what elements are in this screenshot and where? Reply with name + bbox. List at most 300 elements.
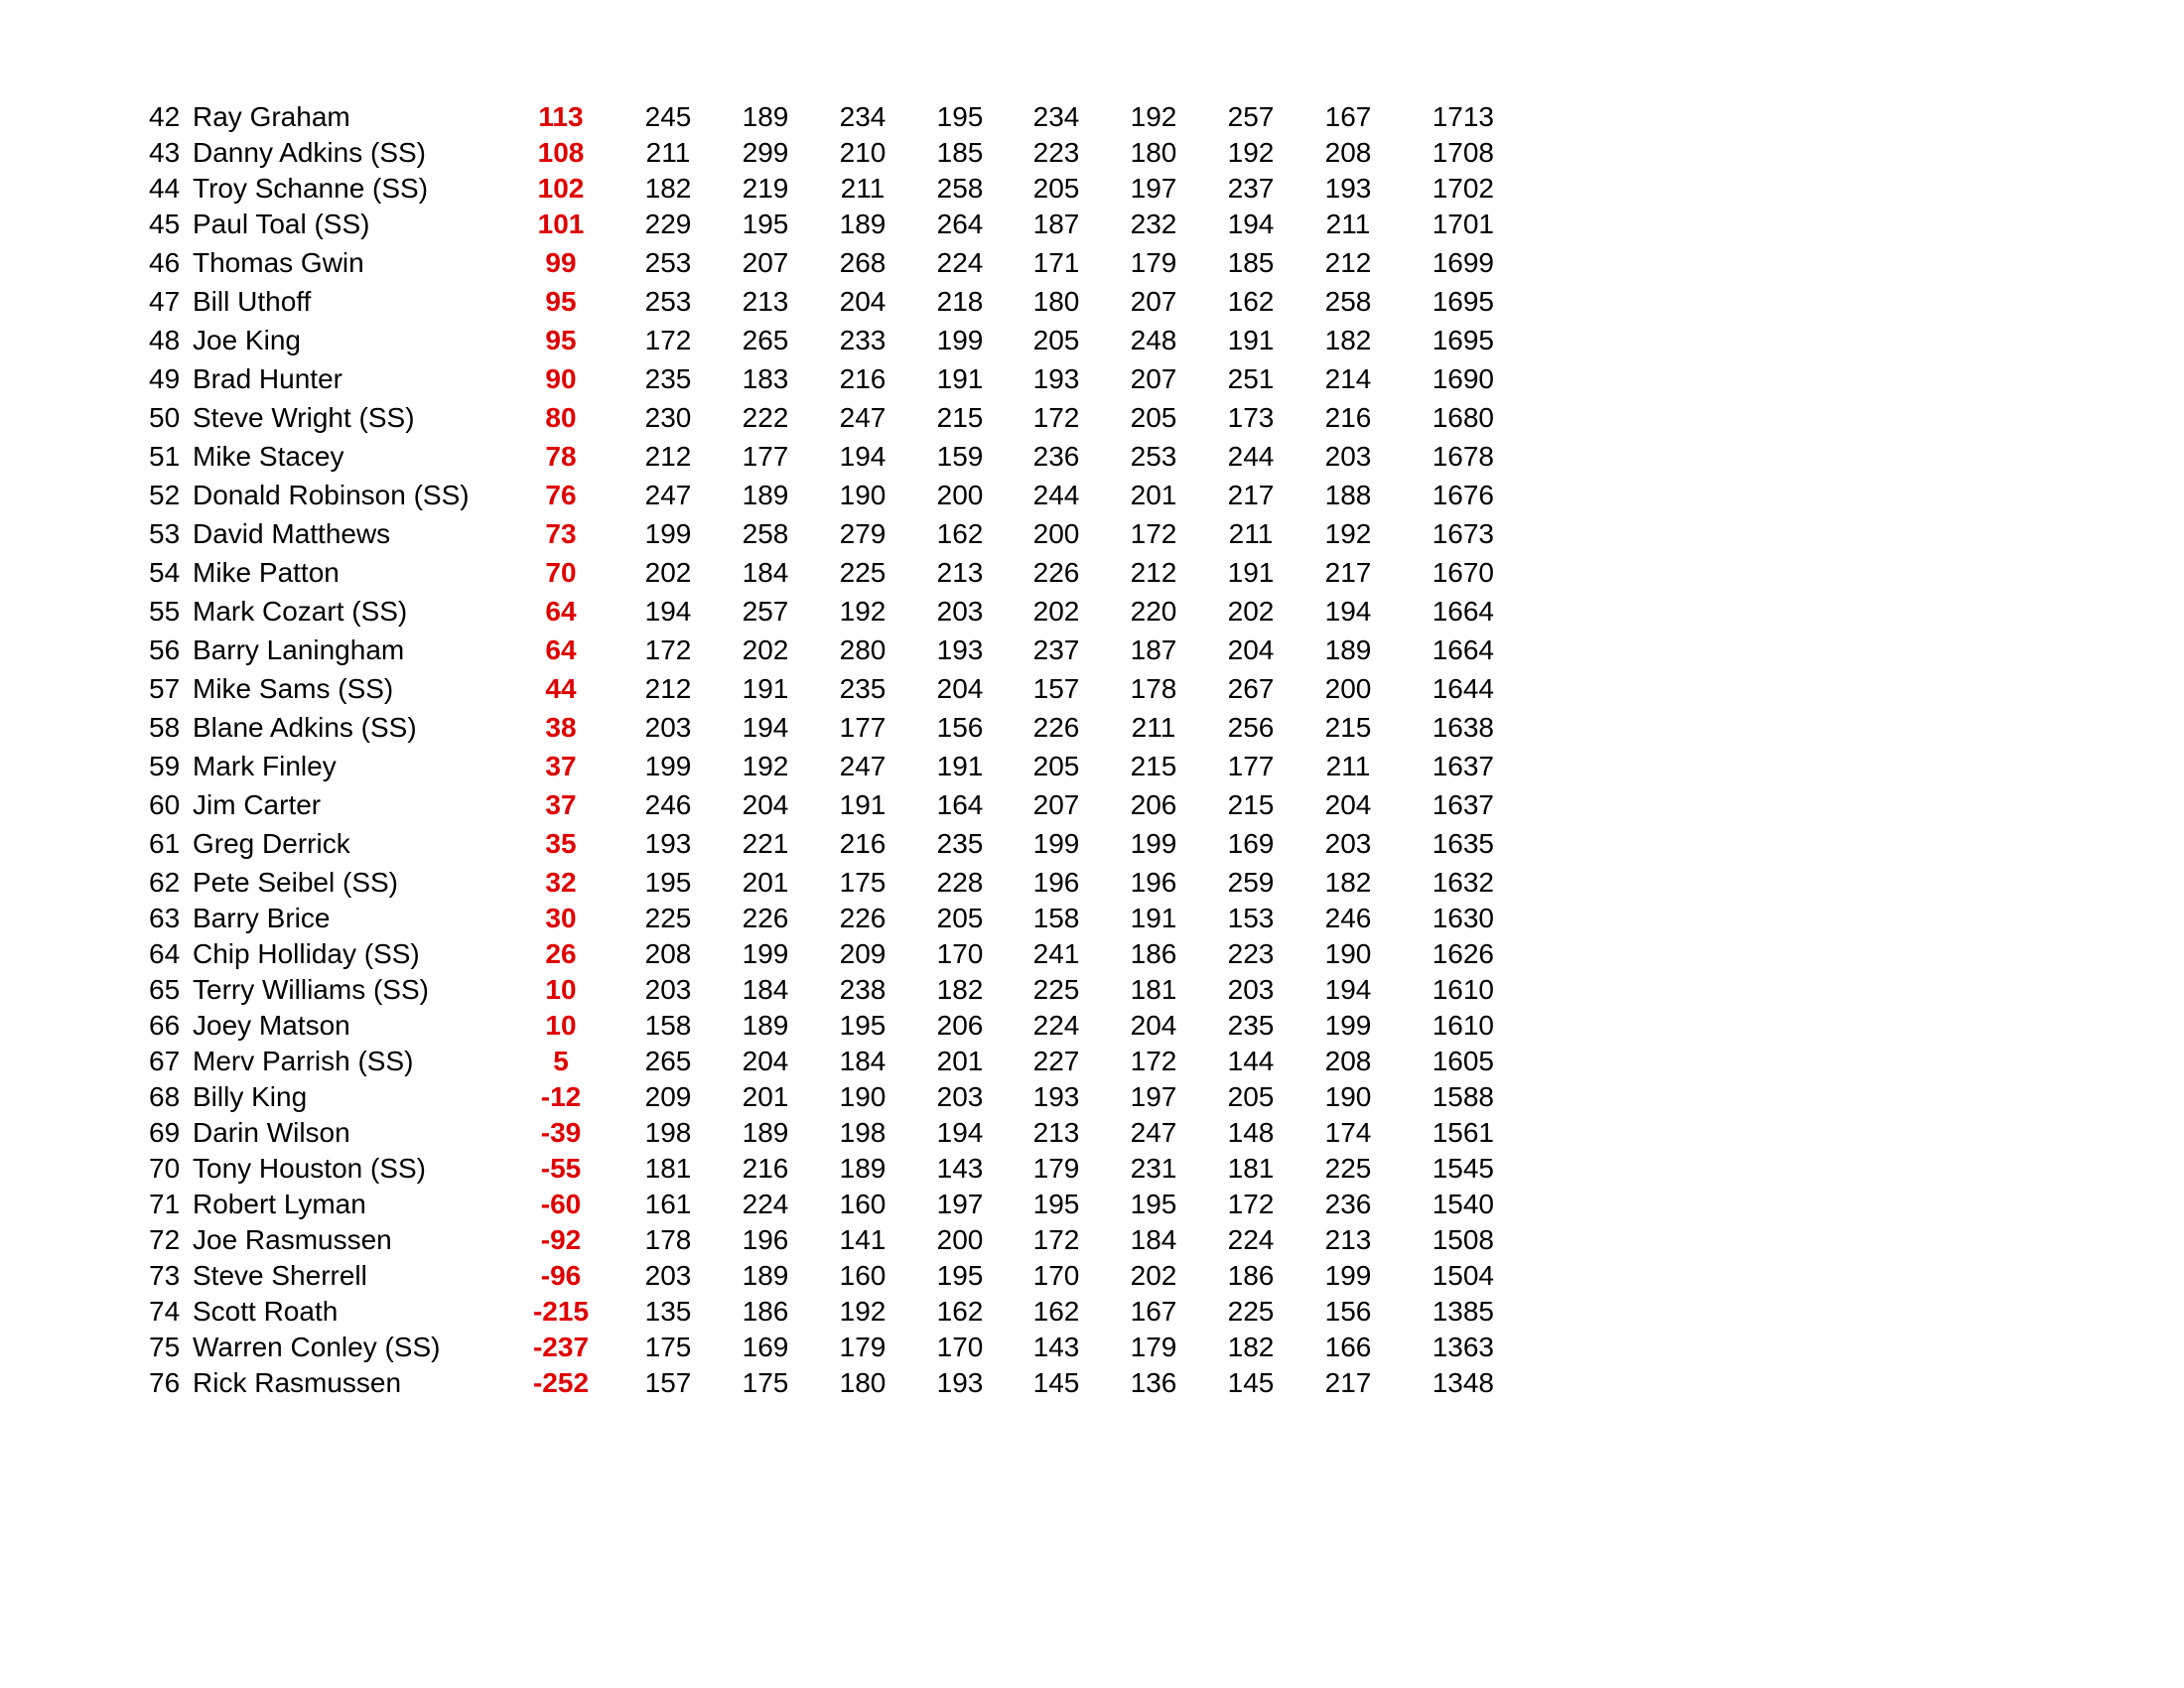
table-row <box>149 710 1499 746</box>
bowler-name-cell: Troy Schanne (SS) <box>193 173 429 204</box>
game-score-cell: 173 <box>1227 402 1275 433</box>
total-pins-cell: 1644 <box>1432 673 1494 704</box>
game-score-cell: 171 <box>1032 247 1080 278</box>
bowler-name-cell: Danny Adkins (SS) <box>193 137 426 168</box>
game-score-cell: 188 <box>1324 480 1372 510</box>
game-score-cell: 247 <box>839 751 887 781</box>
table-row <box>149 555 1499 591</box>
rank-cell: 49 <box>149 363 181 394</box>
bowler-name-cell: Rick Rasmussen <box>193 1367 402 1398</box>
game-score-cell: 215 <box>1227 789 1275 820</box>
game-score-cell: 141 <box>839 1224 887 1255</box>
rank-cell: 43 <box>149 137 181 168</box>
game-score-cell: 211 <box>1325 751 1371 781</box>
game-score-cell: 264 <box>936 209 984 239</box>
game-score-cell: 244 <box>1032 480 1080 510</box>
game-score-cell: 158 <box>1032 903 1080 933</box>
table-row <box>149 245 1499 281</box>
game-score-cell: 265 <box>742 325 789 355</box>
difference-cell: 44 <box>545 673 577 704</box>
game-score-cell: 144 <box>1227 1046 1275 1076</box>
table-row <box>149 1115 1499 1151</box>
game-score-cell: 159 <box>936 441 984 472</box>
total-pins-cell: 1702 <box>1432 173 1494 204</box>
total-pins-cell: 1588 <box>1432 1081 1494 1112</box>
game-score-cell: 259 <box>1227 867 1275 898</box>
game-score-cell: 218 <box>936 286 984 317</box>
total-pins-cell: 1680 <box>1432 402 1494 433</box>
game-score-cell: 192 <box>1227 137 1275 168</box>
game-score-cell: 232 <box>1130 209 1177 239</box>
game-score-cell: 189 <box>742 1260 789 1291</box>
bowler-name-cell: Joe King <box>193 325 301 355</box>
bowler-name-cell: Darin Wilson <box>193 1117 350 1148</box>
total-pins-cell: 1699 <box>1432 247 1494 278</box>
game-score-cell: 203 <box>936 1081 984 1112</box>
game-score-cell: 299 <box>742 137 789 168</box>
table-row <box>149 516 1499 552</box>
bowler-name-cell: Thomas Gwin <box>193 247 364 278</box>
game-score-cell: 185 <box>1227 247 1275 278</box>
game-score-cell: 229 <box>644 209 692 239</box>
game-score-cell: 205 <box>1227 1081 1275 1112</box>
game-score-cell: 223 <box>1032 137 1080 168</box>
rank-cell: 65 <box>149 974 181 1005</box>
game-score-cell: 220 <box>1130 596 1177 627</box>
rank-cell: 70 <box>149 1153 181 1184</box>
game-score-cell: 204 <box>1227 634 1275 665</box>
game-score-cell: 209 <box>644 1081 692 1112</box>
difference-cell: 32 <box>545 867 577 898</box>
game-score-cell: 200 <box>936 480 984 510</box>
game-score-cell: 157 <box>644 1367 692 1398</box>
bowler-name-cell: Tony Houston (SS) <box>193 1153 426 1184</box>
game-score-cell: 219 <box>742 173 789 204</box>
rank-cell: 50 <box>149 402 181 433</box>
game-score-cell: 195 <box>1130 1189 1177 1219</box>
difference-cell: -96 <box>540 1260 582 1291</box>
game-score-cell: 251 <box>1227 363 1275 394</box>
game-score-cell: 212 <box>1130 557 1177 588</box>
game-score-cell: 182 <box>1324 325 1372 355</box>
rank-cell: 52 <box>149 480 181 510</box>
game-score-cell: 195 <box>839 1010 887 1041</box>
bowler-name-cell: Brad Hunter <box>193 363 342 394</box>
game-score-cell: 172 <box>1130 1046 1177 1076</box>
game-score-cell: 190 <box>1324 1081 1372 1112</box>
game-score-cell: 253 <box>644 247 692 278</box>
rank-cell: 63 <box>149 903 181 933</box>
game-score-cell: 268 <box>839 247 887 278</box>
game-score-cell: 198 <box>839 1117 887 1148</box>
difference-cell: -92 <box>540 1224 582 1255</box>
game-score-cell: 170 <box>936 938 984 969</box>
game-score-cell: 212 <box>1324 247 1372 278</box>
game-score-cell: 191 <box>1227 325 1275 355</box>
game-score-cell: 162 <box>1032 1296 1080 1327</box>
game-score-cell: 184 <box>742 557 789 588</box>
total-pins-cell: 1504 <box>1432 1260 1494 1291</box>
difference-cell: 30 <box>545 903 577 933</box>
difference-cell: -252 <box>532 1367 590 1398</box>
difference-cell: 102 <box>537 173 585 204</box>
total-pins-cell: 1664 <box>1432 634 1494 665</box>
difference-cell: 73 <box>545 518 577 549</box>
bowler-name-cell: Bill Uthoff <box>193 286 312 317</box>
game-score-cell: 212 <box>644 673 692 704</box>
game-score-cell: 194 <box>644 596 692 627</box>
difference-cell: -215 <box>532 1296 590 1327</box>
game-score-cell: 247 <box>839 402 887 433</box>
table-row <box>149 171 1499 207</box>
total-pins-cell: 1508 <box>1432 1224 1494 1255</box>
rank-cell: 44 <box>149 173 181 204</box>
game-score-cell: 246 <box>644 789 692 820</box>
rank-cell: 64 <box>149 938 181 969</box>
game-score-cell: 189 <box>839 1153 887 1184</box>
game-score-cell: 160 <box>839 1189 887 1219</box>
game-score-cell: 224 <box>742 1189 789 1219</box>
game-score-cell: 211 <box>840 173 886 204</box>
game-score-cell: 203 <box>1227 974 1275 1005</box>
game-score-cell: 190 <box>1324 938 1372 969</box>
game-score-cell: 238 <box>839 974 887 1005</box>
rank-cell: 66 <box>149 1010 181 1041</box>
game-score-cell: 217 <box>1324 1367 1372 1398</box>
game-score-cell: 204 <box>742 789 789 820</box>
game-score-cell: 237 <box>1032 634 1080 665</box>
game-score-cell: 182 <box>1227 1332 1275 1362</box>
total-pins-cell: 1610 <box>1432 1010 1494 1041</box>
bowler-name-cell: Joey Matson <box>193 1010 350 1041</box>
game-score-cell: 202 <box>1032 596 1080 627</box>
game-score-cell: 204 <box>1130 1010 1177 1041</box>
game-score-cell: 256 <box>1227 712 1275 743</box>
total-pins-cell: 1670 <box>1432 557 1494 588</box>
game-score-cell: 212 <box>644 441 692 472</box>
bowler-name-cell: Mike Patton <box>193 557 340 588</box>
game-score-cell: 194 <box>839 441 887 472</box>
game-score-cell: 172 <box>644 325 692 355</box>
game-score-cell: 169 <box>1227 828 1275 859</box>
game-score-cell: 217 <box>1227 480 1275 510</box>
total-pins-cell: 1348 <box>1432 1367 1494 1398</box>
game-score-cell: 211 <box>1325 209 1371 239</box>
game-score-cell: 226 <box>839 903 887 933</box>
game-score-cell: 157 <box>1032 673 1080 704</box>
rank-cell: 57 <box>149 673 181 704</box>
game-score-cell: 215 <box>936 402 984 433</box>
game-score-cell: 231 <box>1130 1153 1177 1184</box>
rank-cell: 71 <box>149 1189 181 1219</box>
table-row <box>149 135 1499 171</box>
game-score-cell: 257 <box>1227 101 1275 132</box>
game-score-cell: 234 <box>839 101 887 132</box>
game-score-cell: 197 <box>936 1189 984 1219</box>
total-pins-cell: 1540 <box>1432 1189 1494 1219</box>
total-pins-cell: 1635 <box>1432 828 1494 859</box>
table-row <box>149 99 1499 135</box>
table-row <box>149 1008 1499 1044</box>
total-pins-cell: 1630 <box>1432 903 1494 933</box>
rank-cell: 73 <box>149 1260 181 1291</box>
rank-cell: 61 <box>149 828 181 859</box>
game-score-cell: 177 <box>839 712 887 743</box>
game-score-cell: 196 <box>1130 867 1177 898</box>
bowler-name-cell: Pete Seibel (SS) <box>193 867 398 898</box>
table-row <box>149 1258 1499 1294</box>
game-score-cell: 180 <box>1130 137 1177 168</box>
total-pins-cell: 1605 <box>1432 1046 1494 1076</box>
difference-cell: 101 <box>537 209 585 239</box>
game-score-cell: 143 <box>1032 1332 1080 1362</box>
game-score-cell: 193 <box>1032 363 1080 394</box>
game-score-cell: 234 <box>1032 101 1080 132</box>
game-score-cell: 195 <box>1032 1189 1080 1219</box>
table-row <box>149 1079 1499 1115</box>
rank-cell: 54 <box>149 557 181 588</box>
game-score-cell: 267 <box>1227 673 1275 704</box>
game-score-cell: 203 <box>1324 828 1372 859</box>
bowler-name-cell: Steve Wright (SS) <box>193 402 415 433</box>
game-score-cell: 216 <box>742 1153 789 1184</box>
game-score-cell: 206 <box>1130 789 1177 820</box>
game-score-cell: 230 <box>644 402 692 433</box>
difference-cell: 76 <box>545 480 577 510</box>
table-row <box>149 284 1499 320</box>
game-score-cell: 183 <box>742 363 789 394</box>
game-score-cell: 191 <box>839 789 887 820</box>
game-score-cell: 206 <box>936 1010 984 1041</box>
total-pins-cell: 1695 <box>1432 325 1494 355</box>
game-score-cell: 197 <box>1130 173 1177 204</box>
game-score-cell: 179 <box>1130 247 1177 278</box>
table-row <box>149 671 1499 707</box>
game-score-cell: 196 <box>1032 867 1080 898</box>
game-score-cell: 258 <box>936 173 984 204</box>
bowler-name-cell: Mike Stacey <box>193 441 344 472</box>
total-pins-cell: 1610 <box>1432 974 1494 1005</box>
table-row <box>149 1187 1499 1222</box>
game-score-cell: 246 <box>1324 903 1372 933</box>
game-score-cell: 182 <box>644 173 692 204</box>
total-pins-cell: 1363 <box>1432 1332 1494 1362</box>
game-score-cell: 207 <box>1032 789 1080 820</box>
table-row <box>149 439 1499 475</box>
table-row <box>149 787 1499 823</box>
bowler-name-cell: Chip Holliday (SS) <box>193 938 420 969</box>
bowler-name-cell: Robert Lyman <box>193 1189 366 1219</box>
game-score-cell: 172 <box>1227 1189 1275 1219</box>
game-score-cell: 253 <box>1130 441 1177 472</box>
game-score-cell: 253 <box>644 286 692 317</box>
game-score-cell: 167 <box>1324 101 1372 132</box>
game-score-cell: 180 <box>1032 286 1080 317</box>
game-score-cell: 200 <box>1324 673 1372 704</box>
game-score-cell: 237 <box>1227 173 1275 204</box>
game-score-cell: 174 <box>1324 1117 1372 1148</box>
game-score-cell: 197 <box>1130 1081 1177 1112</box>
game-score-cell: 199 <box>644 518 692 549</box>
table-row <box>149 594 1499 630</box>
game-score-cell: 203 <box>644 712 692 743</box>
table-row <box>149 936 1499 972</box>
rank-cell: 76 <box>149 1367 181 1398</box>
bowler-name-cell: Mike Sams (SS) <box>193 673 394 704</box>
game-score-cell: 189 <box>742 480 789 510</box>
game-score-cell: 211 <box>1131 712 1176 743</box>
game-score-cell: 199 <box>644 751 692 781</box>
table-row <box>149 1365 1499 1401</box>
total-pins-cell: 1676 <box>1432 480 1494 510</box>
difference-cell: 26 <box>545 938 577 969</box>
bowler-name-cell: Ray Graham <box>193 101 350 132</box>
total-pins-cell: 1673 <box>1432 518 1494 549</box>
game-score-cell: 225 <box>1032 974 1080 1005</box>
bowler-name-cell: Merv Parrish (SS) <box>193 1046 414 1076</box>
game-score-cell: 207 <box>1130 286 1177 317</box>
game-score-cell: 192 <box>1130 101 1177 132</box>
game-score-cell: 200 <box>1032 518 1080 549</box>
game-score-cell: 216 <box>839 828 887 859</box>
game-score-cell: 225 <box>644 903 692 933</box>
game-score-cell: 236 <box>1324 1189 1372 1219</box>
game-score-cell: 195 <box>936 1260 984 1291</box>
game-score-cell: 180 <box>839 1367 887 1398</box>
game-score-cell: 203 <box>936 596 984 627</box>
game-score-cell: 145 <box>1032 1367 1080 1398</box>
game-score-cell: 172 <box>1130 518 1177 549</box>
game-score-cell: 170 <box>1032 1260 1080 1291</box>
game-score-cell: 228 <box>936 867 984 898</box>
game-score-cell: 217 <box>1324 557 1372 588</box>
bowler-name-cell: David Matthews <box>193 518 391 549</box>
rank-cell: 53 <box>149 518 181 549</box>
game-score-cell: 143 <box>936 1153 984 1184</box>
total-pins-cell: 1713 <box>1432 101 1494 132</box>
game-score-cell: 199 <box>1324 1010 1372 1041</box>
rank-cell: 67 <box>149 1046 181 1076</box>
game-score-cell: 225 <box>839 557 887 588</box>
game-score-cell: 208 <box>1324 137 1372 168</box>
difference-cell: -55 <box>540 1153 582 1184</box>
difference-cell: 95 <box>545 325 577 355</box>
difference-cell: 90 <box>545 363 577 394</box>
game-score-cell: 175 <box>742 1367 789 1398</box>
difference-cell: -60 <box>540 1189 582 1219</box>
game-score-cell: 244 <box>1227 441 1275 472</box>
game-score-cell: 156 <box>936 712 984 743</box>
game-score-cell: 204 <box>1324 789 1372 820</box>
game-score-cell: 280 <box>839 634 887 665</box>
difference-cell: 64 <box>545 634 577 665</box>
game-score-cell: 215 <box>1324 712 1372 743</box>
game-score-cell: 202 <box>1227 596 1275 627</box>
game-score-cell: 178 <box>1130 673 1177 704</box>
game-score-cell: 179 <box>839 1332 887 1362</box>
game-score-cell: 211 <box>645 137 691 168</box>
game-score-cell: 205 <box>936 903 984 933</box>
game-score-cell: 191 <box>936 363 984 394</box>
total-pins-cell: 1632 <box>1432 867 1494 898</box>
game-score-cell: 224 <box>1032 1010 1080 1041</box>
game-score-cell: 186 <box>1130 938 1177 969</box>
game-score-cell: 248 <box>1130 325 1177 355</box>
bowler-name-cell: Blane Adkins (SS) <box>193 712 417 743</box>
table-row <box>149 361 1499 397</box>
game-score-cell: 179 <box>1032 1153 1080 1184</box>
game-score-cell: 181 <box>1130 974 1177 1005</box>
game-score-cell: 201 <box>742 867 789 898</box>
game-score-cell: 202 <box>1130 1260 1177 1291</box>
total-pins-cell: 1701 <box>1432 209 1494 239</box>
game-score-cell: 161 <box>644 1189 692 1219</box>
game-score-cell: 166 <box>1324 1332 1372 1362</box>
game-score-cell: 177 <box>742 441 789 472</box>
game-score-cell: 213 <box>936 557 984 588</box>
game-score-cell: 215 <box>1130 751 1177 781</box>
game-score-cell: 162 <box>936 518 984 549</box>
game-score-cell: 207 <box>742 247 789 278</box>
total-pins-cell: 1561 <box>1432 1117 1494 1148</box>
table-row <box>149 400 1499 436</box>
game-score-cell: 199 <box>742 938 789 969</box>
game-score-cell: 216 <box>839 363 887 394</box>
game-score-cell: 167 <box>1130 1296 1177 1327</box>
game-score-cell: 214 <box>1324 363 1372 394</box>
total-pins-cell: 1385 <box>1432 1296 1494 1327</box>
table-row <box>149 972 1499 1008</box>
game-score-cell: 193 <box>936 634 984 665</box>
total-pins-cell: 1637 <box>1432 751 1494 781</box>
game-score-cell: 184 <box>1130 1224 1177 1255</box>
difference-cell: 78 <box>545 441 577 472</box>
game-score-cell: 187 <box>1130 634 1177 665</box>
bowler-name-cell: Billy King <box>193 1081 308 1112</box>
difference-cell: 10 <box>545 974 577 1005</box>
difference-cell: 38 <box>545 712 577 743</box>
bowler-name-cell: Jim Carter <box>193 789 322 820</box>
game-score-cell: 169 <box>742 1332 789 1362</box>
difference-cell: 113 <box>538 101 584 132</box>
game-score-cell: 172 <box>644 634 692 665</box>
game-score-cell: 191 <box>1227 557 1275 588</box>
difference-cell: 95 <box>545 286 577 317</box>
game-score-cell: 191 <box>936 751 984 781</box>
rank-cell: 60 <box>149 789 181 820</box>
game-score-cell: 192 <box>742 751 789 781</box>
game-score-cell: 178 <box>644 1224 692 1255</box>
game-score-cell: 162 <box>1227 286 1275 317</box>
game-score-cell: 247 <box>1130 1117 1177 1148</box>
game-score-cell: 203 <box>644 974 692 1005</box>
game-score-cell: 193 <box>644 828 692 859</box>
game-score-cell: 279 <box>839 518 887 549</box>
game-score-cell: 172 <box>1032 402 1080 433</box>
game-score-cell: 241 <box>1032 938 1080 969</box>
total-pins-cell: 1545 <box>1432 1153 1494 1184</box>
game-score-cell: 194 <box>1324 974 1372 1005</box>
total-pins-cell: 1678 <box>1432 441 1494 472</box>
game-score-cell: 191 <box>742 673 789 704</box>
table-row <box>149 826 1499 862</box>
table-row <box>149 478 1499 513</box>
game-score-cell: 201 <box>742 1081 789 1112</box>
game-score-cell: 194 <box>936 1117 984 1148</box>
game-score-cell: 205 <box>1032 325 1080 355</box>
game-score-cell: 208 <box>1324 1046 1372 1076</box>
game-score-cell: 186 <box>742 1296 789 1327</box>
